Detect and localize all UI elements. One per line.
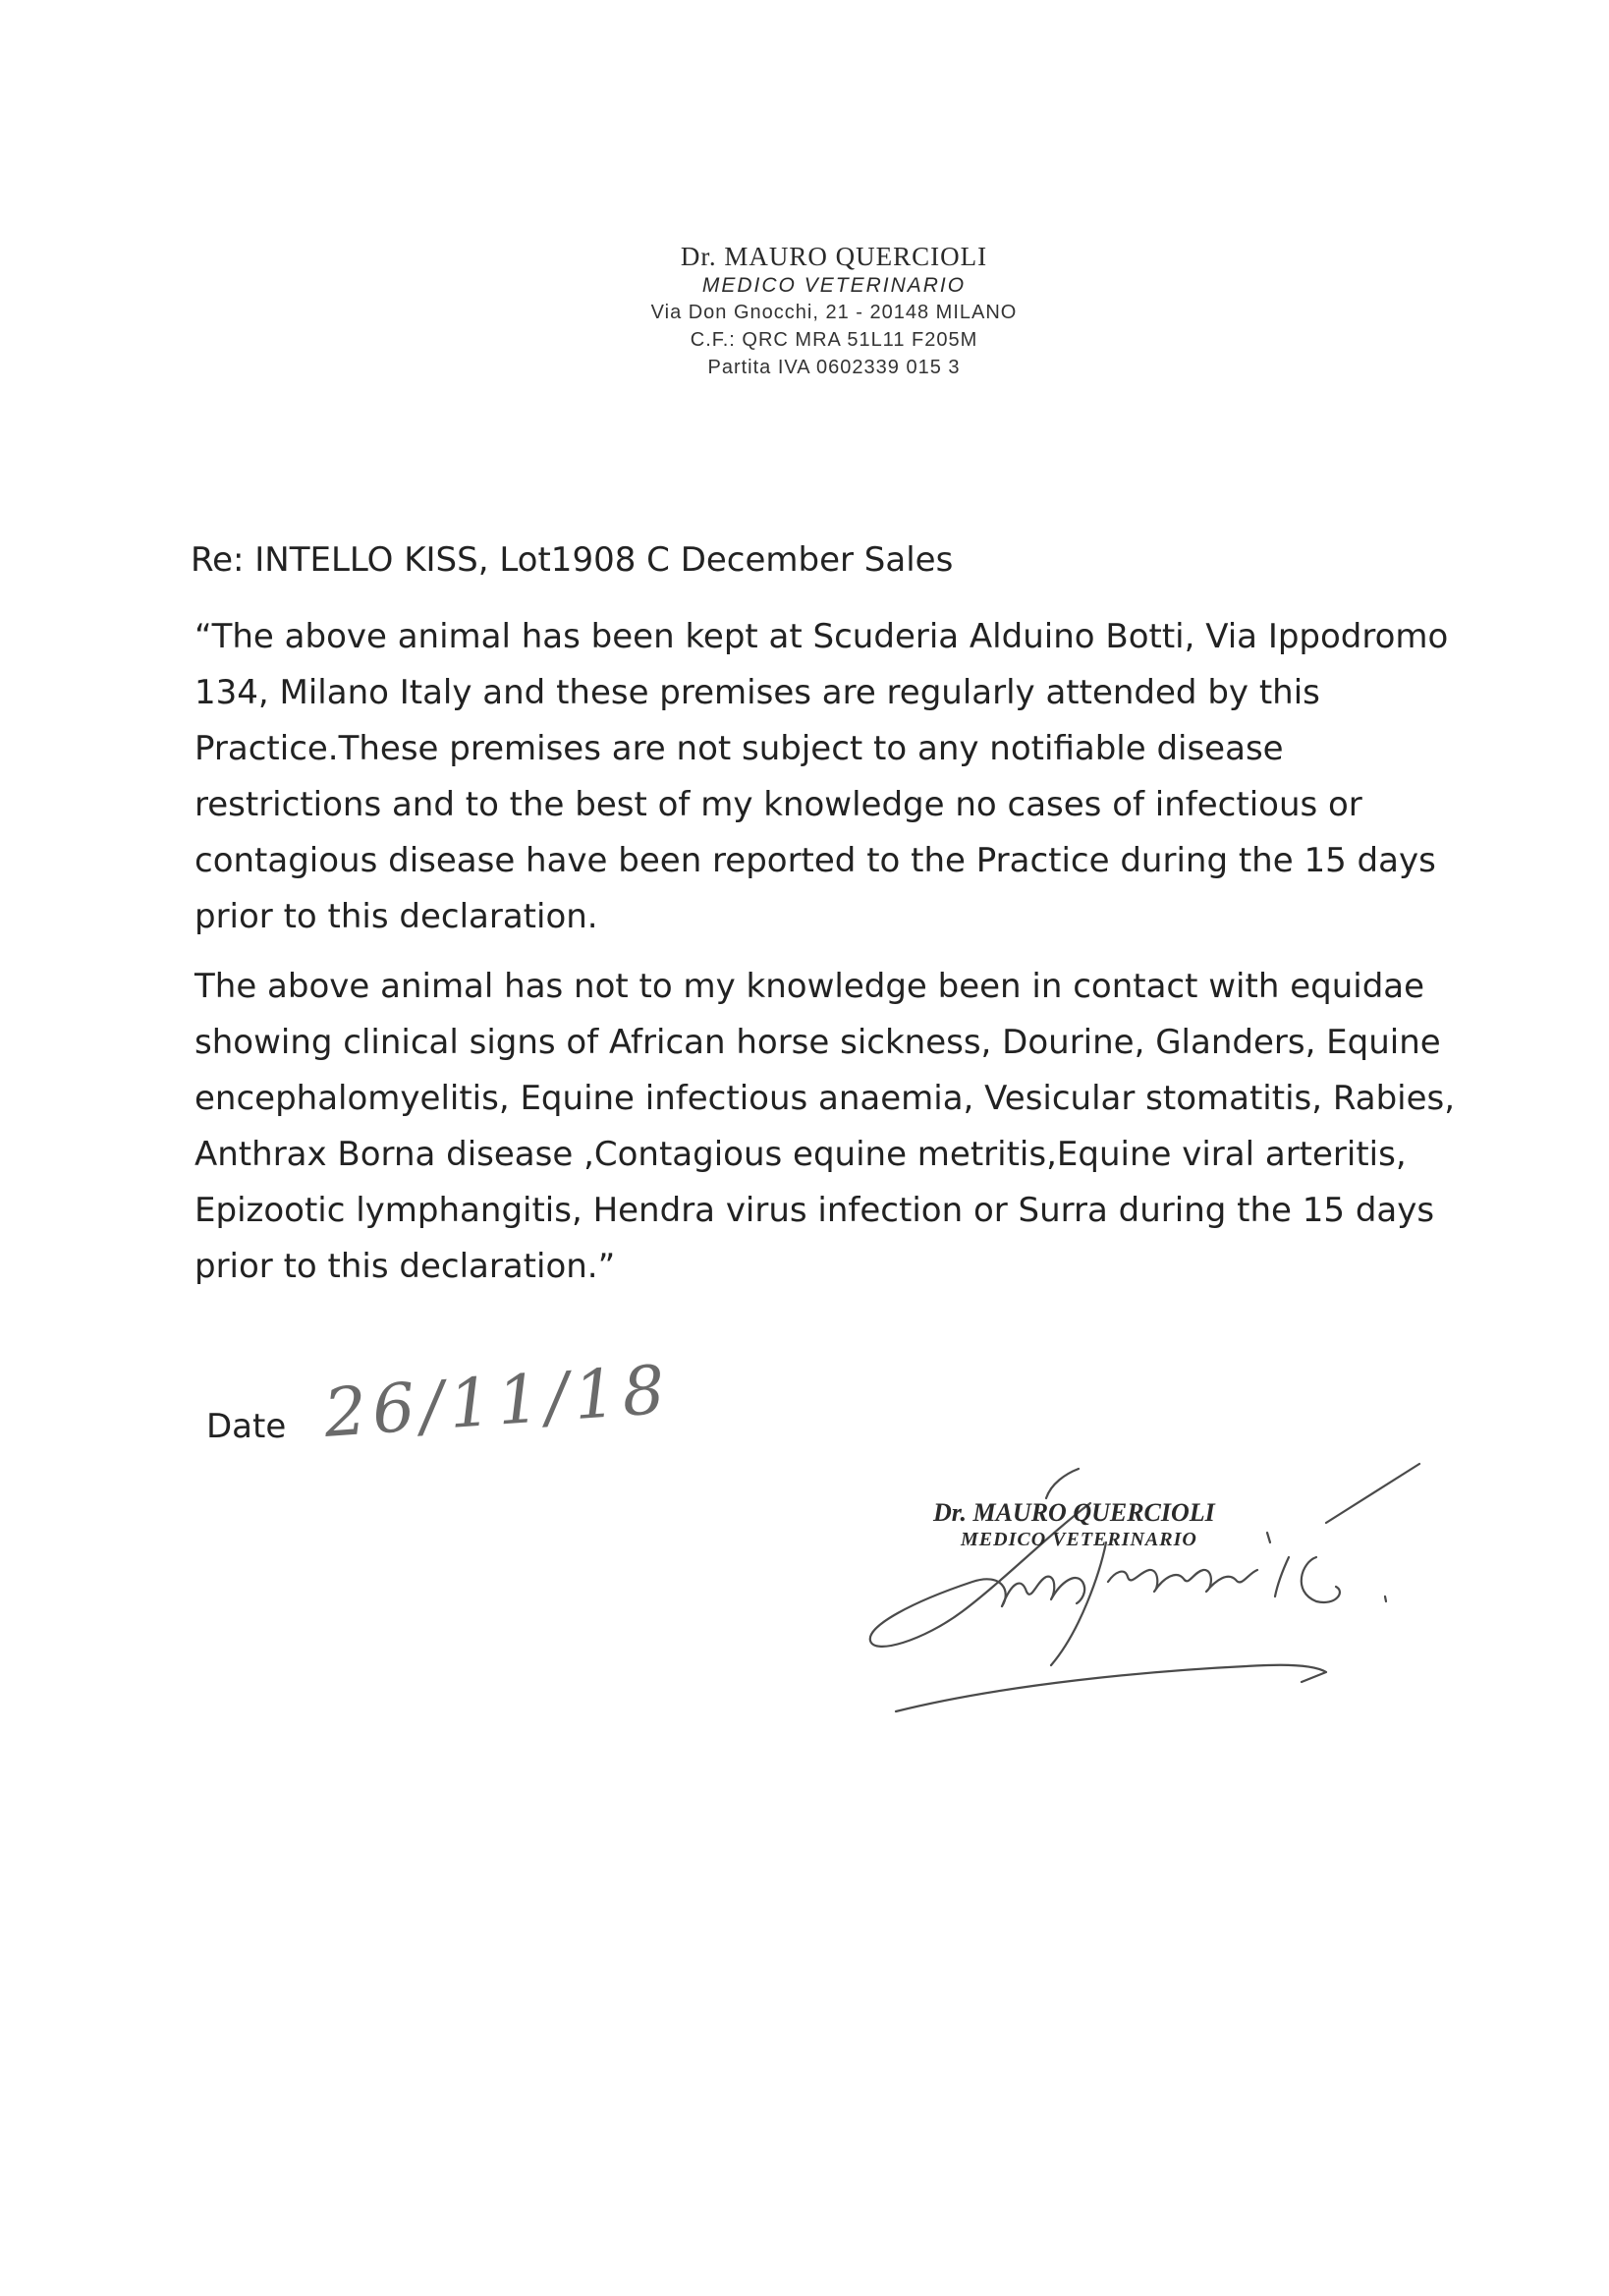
letterhead-fiscal-code: C.F.: QRC MRA 51L11 F205M [690, 329, 978, 351]
letterhead-name: Dr. MAURO QUERCIOLI [680, 242, 988, 271]
handwritten-date: 26/11/18 [321, 1351, 674, 1453]
reference-line: Re: INTELLO KISS, Lot1908 C December Sales [191, 540, 954, 580]
stamp-name: Dr. MAURO QUERCIOLI [933, 1498, 1215, 1527]
declaration-paragraph-1: “The above animal has been kept at Scuderia Alduino Botti, Via Ippodromo 134, Milano Italy and these premises are regularly attended by this Practice.These premises are not subject to any notifiable disease restrictions and to the best of my knowledge no cases of infectious or contagious disease have been reported to the Practice during the 15 days prior to this declaration. [194, 617, 1449, 936]
declaration-paragraph-2: The above animal has not to my knowledge been in contact with equidae showing clinical signs of African horse sickness, Dourine, Glanders, Equine encephalomyelitis, Equine infectious anaemia, Vesicular stomatitis, Rabies, Anthrax Borna disease ,Contagious equine metritis,Equine viral arteritis, Epizootic lymphangitis, Hendra virus infection or Surra during the 15 days prior to this declaration.” [194, 967, 1456, 1286]
handwritten-signature [855, 1444, 1444, 1739]
date-label: Date [206, 1407, 287, 1446]
stamp-title: MEDICO VETERINARIO [961, 1529, 1197, 1550]
letterhead-vat: Partita IVA 0602339 015 3 [707, 357, 961, 378]
letterhead-address: Via Don Gnocchi, 21 - 20148 MILANO [650, 302, 1018, 323]
letterhead [608, 240, 1060, 381]
letterhead-title: MEDICO VETERINARIO [701, 274, 967, 297]
doctor-stamp [933, 1498, 1215, 1551]
